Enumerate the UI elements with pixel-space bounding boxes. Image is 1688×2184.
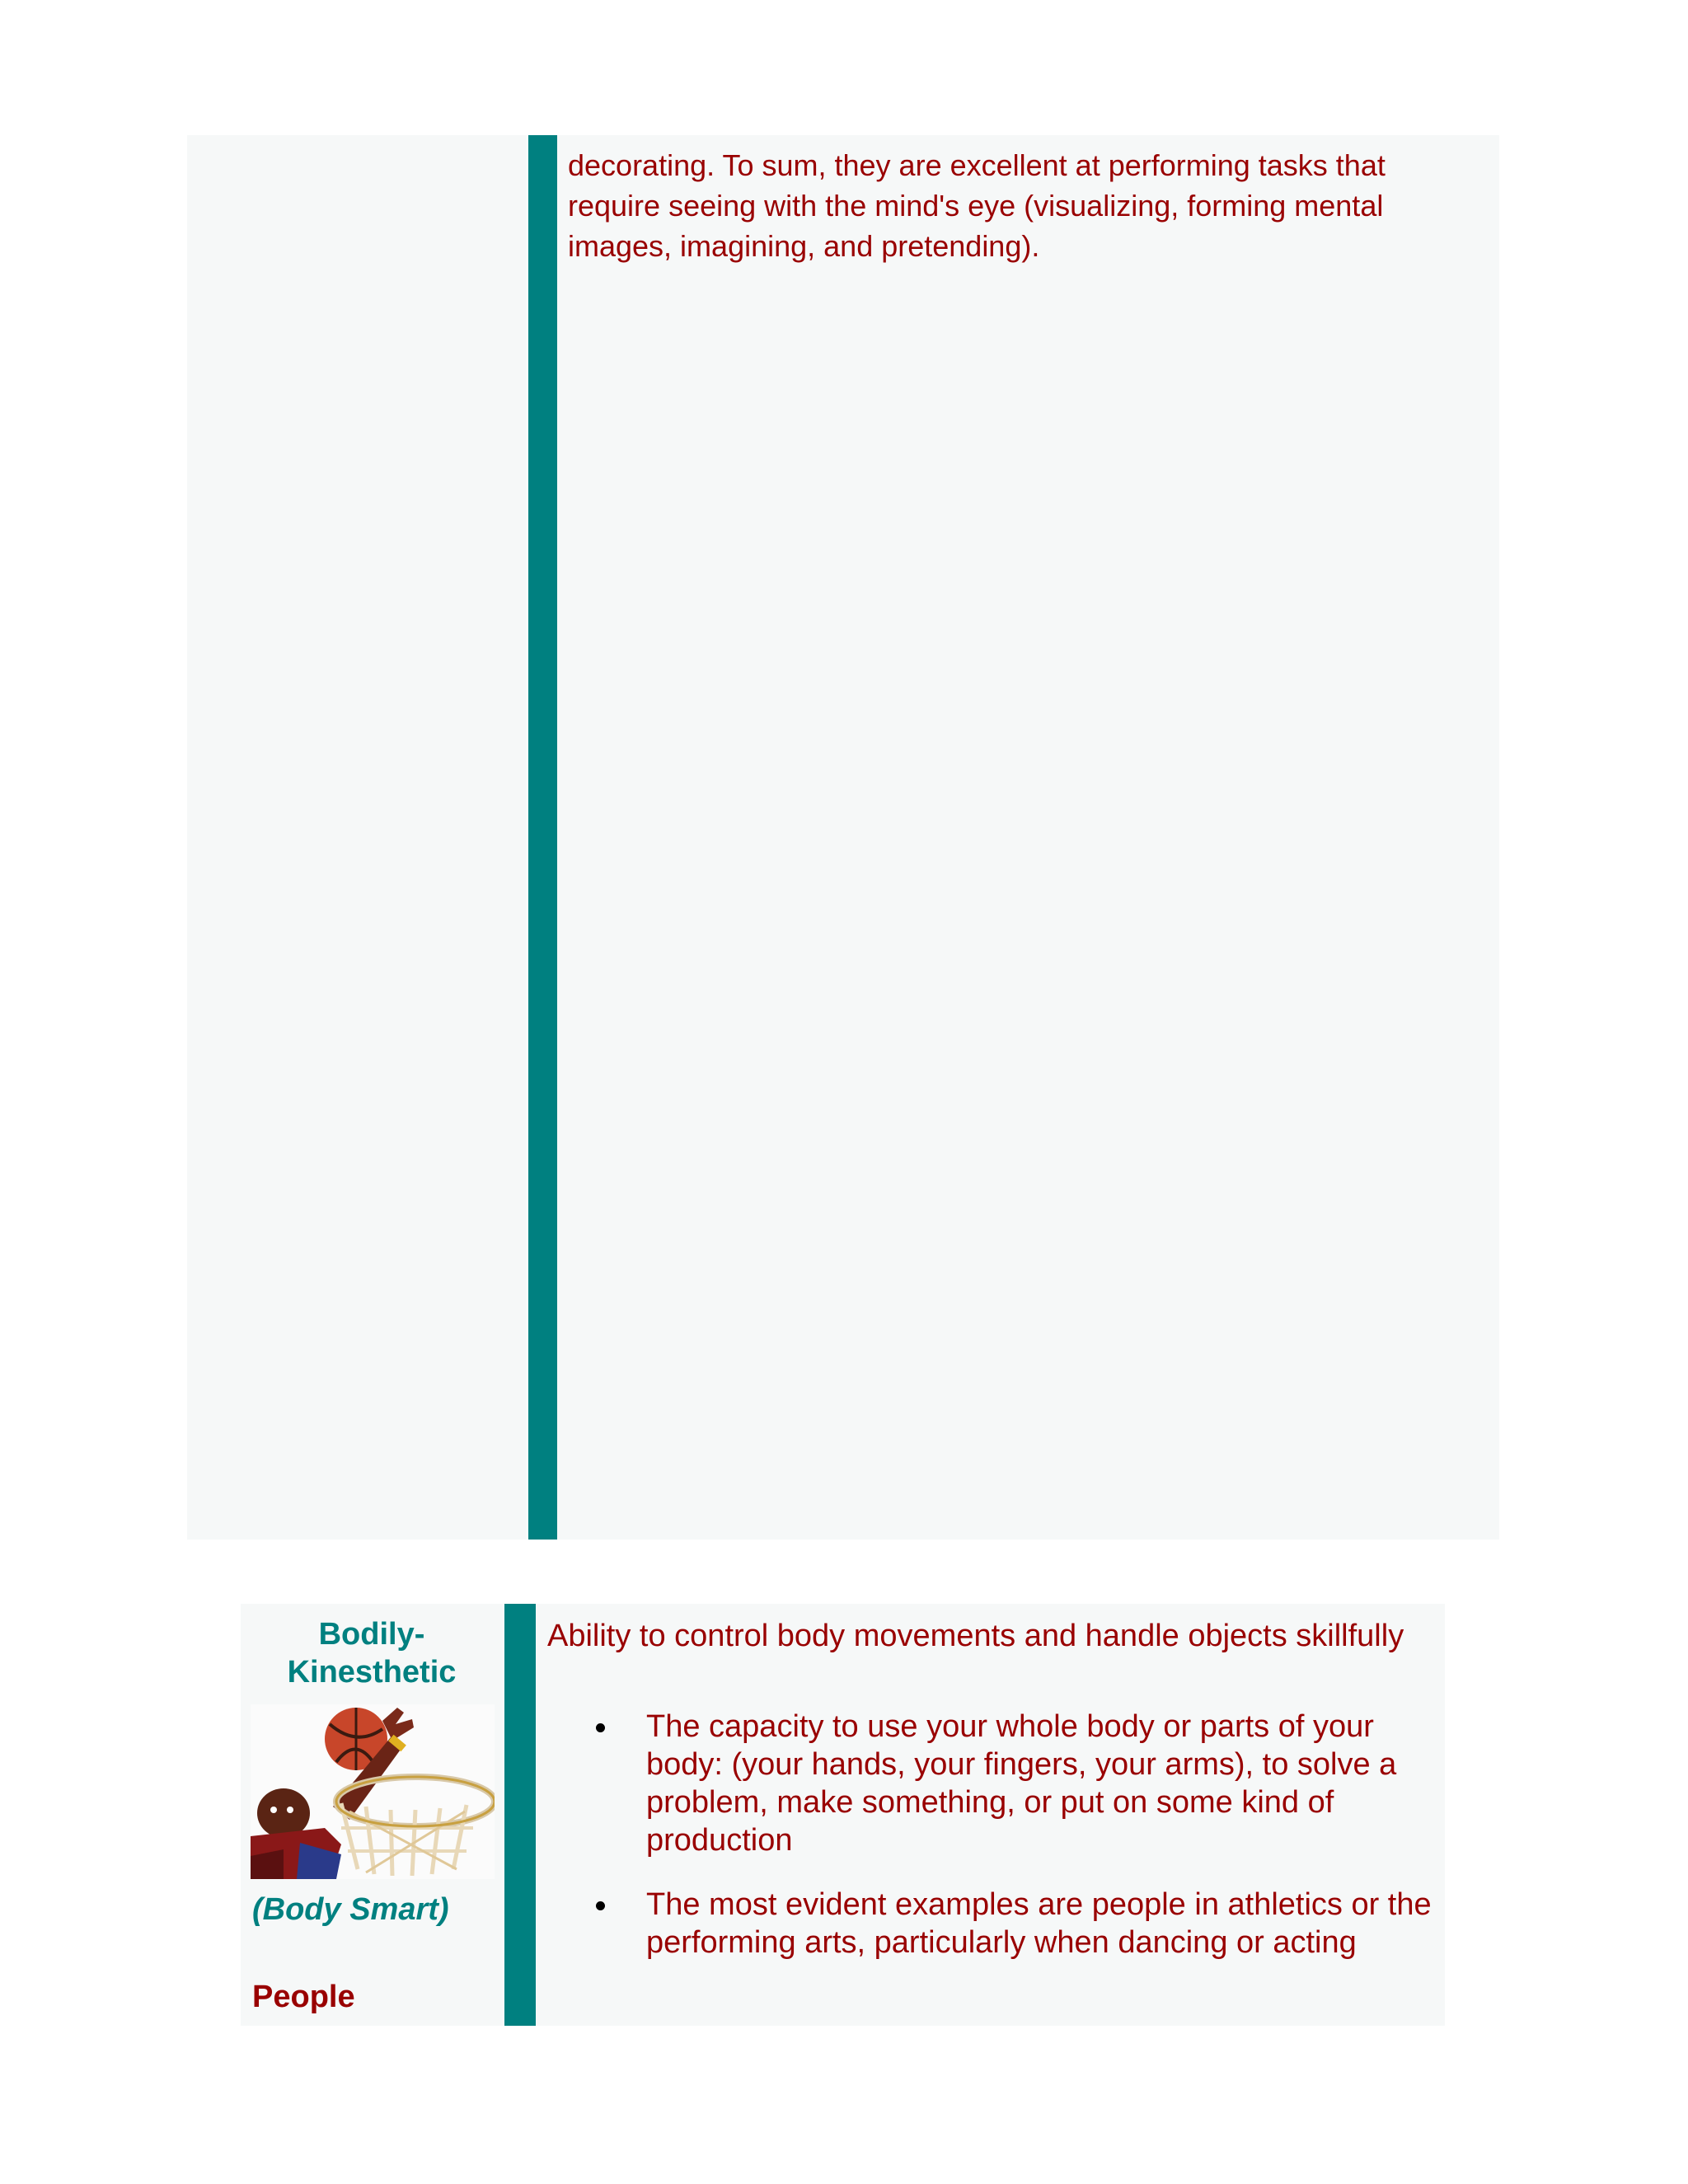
top-left-cell — [187, 135, 527, 1540]
title-line-2: Kinesthetic — [287, 1655, 457, 1690]
top-right-cell — [557, 135, 1499, 1540]
bullet-text: The capacity to use your whole body or parts of your body: (your hands, your fingers, your arms), to solve a problem, make something, or put on some kind of production — [646, 1709, 1397, 1858]
bodily-kinesthetic-title — [241, 1615, 503, 1691]
bullet-dot-icon — [596, 1901, 605, 1910]
list-item — [547, 1708, 1437, 1859]
basketball-player-icon — [251, 1704, 495, 1879]
bodily-bullet-list — [547, 1708, 1437, 1988]
body-smart-subtitle: (Body Smart) — [252, 1892, 449, 1927]
top-description-text: decorating. To sum, they are excellent at performing tasks that require seeing with the mind's eye (visualizing, forming mental images, imagining, and pretending). — [568, 148, 1386, 263]
bullet-text: The most evident examples are people in athletics or the performing arts, particularly when dancing or acting — [646, 1887, 1432, 1960]
bullet-dot-icon — [596, 1723, 605, 1732]
list-item — [547, 1886, 1437, 1961]
people-label: People — [252, 1980, 355, 2014]
bodily-intro-text: Ability to control body movements and handle objects skillfully — [547, 1619, 1404, 1653]
top-divider-bar — [528, 135, 557, 1540]
title-line-1: Bodily- — [318, 1617, 425, 1652]
bodily-divider-bar — [504, 1604, 536, 2026]
